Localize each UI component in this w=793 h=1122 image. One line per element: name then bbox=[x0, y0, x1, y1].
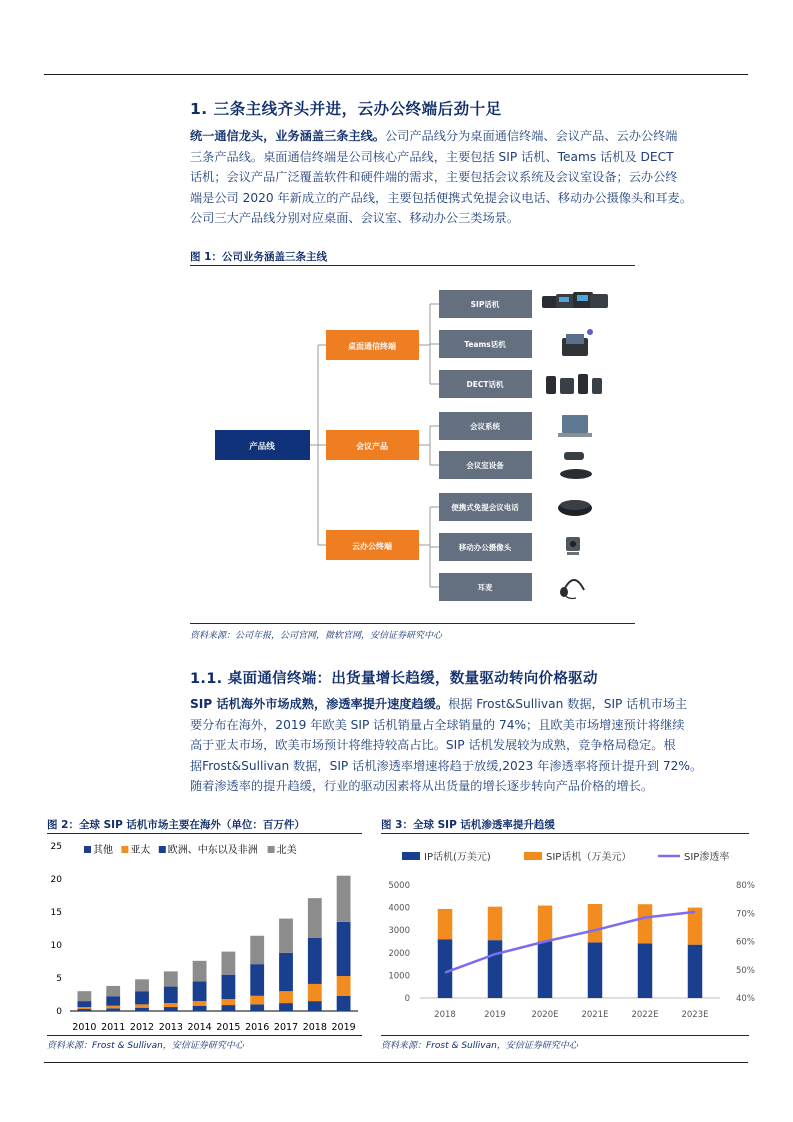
y-left-tick-label: 2000 bbox=[388, 948, 410, 959]
subsection-paragraph bbox=[190, 694, 748, 797]
y-right-tick-label: 40% bbox=[736, 994, 755, 1004]
figure3-source: 资料来源：Frost & Sullivan，安信证券研究中心 bbox=[381, 1041, 578, 1051]
top-rule bbox=[44, 74, 748, 75]
paragraph-text: 公司三大产品线分别对应桌面、会议室、移动办公三类场景。 bbox=[190, 211, 520, 225]
bar-sip-phone bbox=[438, 909, 453, 939]
x-tick-label: 2017 bbox=[273, 1022, 299, 1033]
y-tick-label: 10 bbox=[50, 941, 62, 951]
legend-label: SIP渗透率 bbox=[684, 852, 730, 863]
bar-segment bbox=[279, 1003, 293, 1011]
paragraph-lead: 统一通信龙头，业务涵盖三条主线。 bbox=[190, 129, 385, 143]
sip-penetration-combo-chart bbox=[378, 838, 755, 1035]
diagram-root-label: 产品线 bbox=[249, 442, 275, 452]
bar-segment bbox=[279, 991, 293, 1003]
y-tick-label: 5 bbox=[56, 974, 62, 984]
x-tick-label: 2016 bbox=[245, 1022, 270, 1033]
bar-segment bbox=[308, 938, 322, 984]
legend-swatch bbox=[159, 846, 166, 853]
paragraph-text: 三条产品线。桌面通信终端是公司核心产品线，主要包括 SIP 话机、Teams 话机及 DECT bbox=[190, 149, 674, 164]
bar-segment bbox=[250, 936, 264, 964]
paragraph-text: 高于亚太市场，欧美市场预计将维持较高占比。SIP 话机发展较为成熟，竞争格局稳定。根 bbox=[190, 738, 676, 752]
legend-label: IP话机(万美元) bbox=[424, 852, 491, 863]
sip-market-stacked-bar-chart bbox=[40, 838, 365, 1035]
bar-segment bbox=[135, 991, 149, 1004]
x-tick-label: 2013 bbox=[158, 1022, 183, 1033]
y-tick-label: 25 bbox=[50, 842, 62, 852]
bar-segment bbox=[193, 1006, 207, 1011]
legend-label: SIP话机（万美元） bbox=[546, 852, 632, 863]
bar-segment bbox=[135, 979, 149, 991]
x-tick-label: 2014 bbox=[187, 1022, 212, 1033]
figure2-caption: 图 2：全球 SIP 话机市场主要在海外（单位：百万件） bbox=[47, 819, 305, 831]
y-left-tick-label: 0 bbox=[404, 994, 410, 1004]
figure3-caption: 图 3：全球 SIP 话机渗透率提升趋缓 bbox=[381, 819, 555, 831]
bar-segment bbox=[164, 971, 178, 986]
diagram-group-label: 云办公终端 bbox=[352, 542, 392, 551]
diagram-leaf-label: DECT话机 bbox=[466, 380, 504, 389]
diagram-leaf-label: 会议系统 bbox=[470, 422, 500, 431]
x-tick-label: 2012 bbox=[129, 1022, 155, 1033]
legend-label: 北美 bbox=[276, 845, 297, 856]
usb-camera-image bbox=[566, 537, 580, 555]
bar-segment bbox=[337, 996, 351, 1011]
bar-segment bbox=[221, 975, 235, 999]
figure1-caption-rule bbox=[190, 265, 635, 266]
bar-segment bbox=[106, 986, 120, 997]
bar-ip-phone bbox=[438, 939, 453, 998]
y-right-tick-label: 50% bbox=[736, 965, 755, 976]
x-tick-label: 2015 bbox=[216, 1022, 241, 1033]
y-tick-label: 15 bbox=[50, 908, 62, 918]
x-tick-label: 2011 bbox=[101, 1022, 126, 1033]
x-tick-label: 2018 bbox=[434, 1010, 456, 1020]
y-right-tick-label: 60% bbox=[736, 937, 755, 948]
x-tick-label: 2022E bbox=[631, 1010, 659, 1020]
paragraph-text: 要分布在海外，2019 年欧美 SIP 话机销量占全球销量的 74%；且欧美市场增速预计将继续 bbox=[190, 717, 685, 732]
bar-segment bbox=[106, 996, 120, 1005]
legend-label: 亚太 bbox=[130, 845, 151, 856]
diagram-group-label: 桌面通信终端 bbox=[348, 342, 396, 351]
legend-label: 其他 bbox=[93, 845, 113, 856]
bar-segment bbox=[221, 952, 235, 975]
legend-label: 欧洲、中东以及非洲 bbox=[167, 845, 258, 856]
meeting-system-image bbox=[558, 415, 592, 437]
bar-sip-phone bbox=[538, 906, 553, 942]
bar-segment bbox=[164, 987, 178, 1004]
bar-segment bbox=[221, 1005, 235, 1011]
x-tick-label: 2020E bbox=[531, 1010, 559, 1020]
bar-segment bbox=[221, 999, 235, 1005]
paragraph-text: 据Frost&Sullivan 数据，SIP 话机渗透率增速将趋于放缓,2023 年渗透率将预计提升到 72%。 bbox=[190, 758, 703, 773]
legend-swatch bbox=[268, 846, 275, 853]
headset-image bbox=[561, 580, 584, 599]
bar-segment bbox=[77, 1009, 91, 1011]
legend-swatch bbox=[402, 852, 420, 860]
figure1-caption: 图 1：公司业务涵盖三条主线 bbox=[190, 251, 327, 263]
meeting-room-device-image bbox=[560, 452, 592, 479]
diagram-leaf-label: 耳麦 bbox=[477, 583, 493, 592]
product-line-diagram bbox=[190, 272, 640, 620]
diagram-leaf-label: 会议室设备 bbox=[466, 461, 504, 470]
y-tick-label: 0 bbox=[56, 1007, 62, 1017]
bar-ip-phone bbox=[488, 940, 503, 998]
bar-sip-phone bbox=[638, 904, 653, 943]
bar-segment bbox=[308, 984, 322, 1001]
bar-segment bbox=[250, 964, 264, 996]
paragraph-text: 根据 Frost&Sullivan 数据，SIP 话机市场主 bbox=[448, 697, 688, 711]
teams-phone-image bbox=[562, 329, 593, 356]
x-tick-label: 2010 bbox=[72, 1022, 97, 1033]
x-tick-label: 2018 bbox=[302, 1022, 327, 1033]
bar-ip-phone bbox=[538, 942, 553, 999]
bottom-rule bbox=[44, 1062, 748, 1063]
paragraph-text: 随着渗透率的提升趋缓，行业的驱动因素将从出货量的增长逐步转向产品价格的增长。 bbox=[190, 779, 654, 793]
y-right-tick-label: 70% bbox=[736, 909, 755, 920]
bar-segment bbox=[106, 1008, 120, 1011]
bar-segment bbox=[77, 1001, 91, 1007]
diagram-leaf-label: 移动办公摄像头 bbox=[458, 543, 512, 552]
x-tick-label: 2019 bbox=[331, 1022, 356, 1033]
paragraph-text: 公司产品线分为桌面通信终端、会议产品、云办公终端 bbox=[385, 129, 678, 143]
bar-segment bbox=[337, 976, 351, 996]
x-tick-label: 2021E bbox=[581, 1010, 609, 1020]
figure2-caption-rule bbox=[47, 833, 362, 834]
bar-segment bbox=[279, 919, 293, 953]
bar-ip-phone bbox=[588, 942, 603, 998]
bar-segment bbox=[193, 981, 207, 1001]
bar-segment bbox=[250, 1004, 264, 1011]
figure1-bottom-rule bbox=[190, 623, 635, 624]
bar-segment bbox=[164, 1003, 178, 1007]
paragraph-lead: SIP 话机海外市场成熟，渗透率提升速度趋缓。 bbox=[190, 697, 449, 711]
bar-ip-phone bbox=[688, 945, 703, 998]
speakerphone-image bbox=[558, 500, 592, 516]
bar-sip-phone bbox=[588, 904, 603, 942]
bar-segment bbox=[337, 876, 351, 922]
y-left-tick-label: 5000 bbox=[388, 881, 410, 891]
bar-segment bbox=[193, 961, 207, 981]
diagram-group-label: 会议产品 bbox=[356, 442, 388, 451]
diagram-leaf-label: 便携式免提会议电话 bbox=[451, 503, 519, 512]
bar-segment bbox=[77, 1007, 91, 1009]
y-left-tick-label: 4000 bbox=[388, 903, 410, 914]
bar-segment bbox=[106, 1006, 120, 1009]
legend-swatch bbox=[84, 846, 91, 853]
figure3-bottom-rule bbox=[381, 1035, 749, 1036]
bar-segment bbox=[135, 1004, 149, 1007]
bar-segment bbox=[164, 1007, 178, 1011]
x-tick-label: 2019 bbox=[484, 1010, 506, 1020]
figure2-bottom-rule bbox=[47, 1035, 362, 1036]
figure2-source: 资料来源：Frost & Sullivan，安信证券研究中心 bbox=[47, 1041, 244, 1051]
y-tick-label: 20 bbox=[50, 875, 62, 885]
legend-swatch bbox=[524, 852, 542, 860]
section-heading: 1. 三条主线齐头并进，云办公终端后劲十足 bbox=[190, 100, 502, 118]
bar-segment bbox=[308, 898, 322, 938]
y-left-tick-label: 3000 bbox=[388, 926, 410, 937]
penetration-line bbox=[445, 912, 695, 973]
bar-segment bbox=[279, 953, 293, 991]
figure3-caption-rule bbox=[381, 833, 749, 834]
sip-phones-image bbox=[542, 292, 608, 308]
bar-segment bbox=[135, 1008, 149, 1011]
paragraph-text: 话机；会议产品广泛覆盖软件和硬件端的需求，主要包括会议系统及会议室设备；云办公终 bbox=[190, 170, 678, 184]
bar-segment bbox=[337, 922, 351, 976]
legend-swatch bbox=[121, 846, 128, 853]
section-paragraph bbox=[190, 126, 748, 229]
bar-segment bbox=[77, 991, 91, 1001]
bar-sip-phone bbox=[488, 907, 503, 940]
bar-segment bbox=[250, 996, 264, 1005]
y-right-tick-label: 80% bbox=[736, 881, 755, 891]
bar-segment bbox=[193, 1001, 207, 1006]
diagram-leaf-label: Teams话机 bbox=[464, 340, 506, 349]
x-tick-label: 2023E bbox=[681, 1010, 709, 1020]
bar-ip-phone bbox=[638, 943, 653, 998]
figure1-source: 资料来源：公司年报，公司官网，微软官网，安信证券研究中心 bbox=[190, 631, 443, 641]
subsection-heading: 1.1. 桌面通信终端：出货量增长趋缓，数量驱动转向价格驱动 bbox=[190, 671, 598, 687]
dect-phones-image bbox=[546, 374, 602, 394]
y-left-tick-label: 1000 bbox=[388, 971, 410, 982]
paragraph-text: 端是公司 2020 年新成立的产品线，主要包括便携式免提会议电话、移动办公摄像头和耳麦。 bbox=[190, 190, 692, 205]
bar-segment bbox=[308, 1001, 322, 1011]
diagram-leaf-label: SIP话机 bbox=[470, 300, 500, 309]
